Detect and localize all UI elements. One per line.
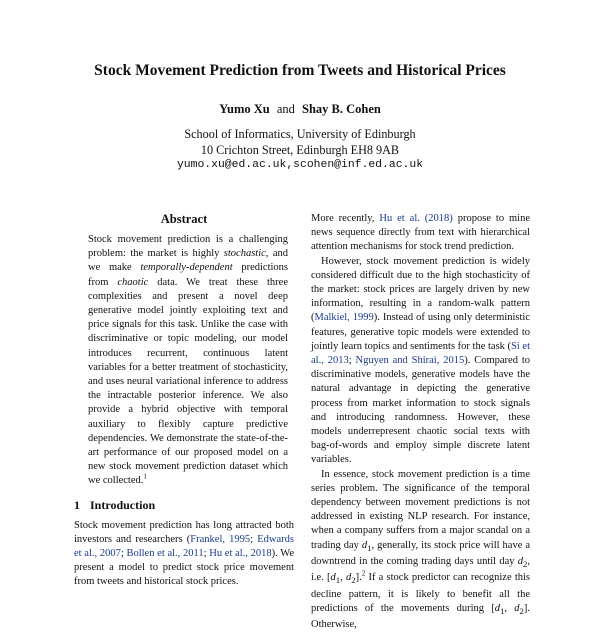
citation-link[interactable]: Si et al., 2013 bbox=[311, 340, 531, 367]
abstract-heading: Abstract bbox=[160, 212, 208, 226]
intro-paragraph: Stock movement prediction has long attracted both investors and researchers (Frankel, 1995; Edwards et al., 2007; Bollen et al., 2011; Hu et al., 2018). We present a model to predict stock price movement from tweets and historical stock prices. bbox=[74, 519, 295, 588]
author-name: Yumo Xu bbox=[219, 102, 270, 116]
author-name: Shay B. Cohen bbox=[302, 102, 381, 116]
footnote-marker: 1 bbox=[143, 472, 147, 481]
citation-link[interactable]: Bollen et al., 2011 bbox=[126, 548, 204, 560]
citation-link[interactable]: Edwards et al., 2007 bbox=[74, 533, 295, 560]
citation-link[interactable]: Malkiel, 1999 bbox=[314, 312, 374, 324]
author-line bbox=[0, 102, 600, 117]
citation-link[interactable]: Hu et al., 2018 bbox=[209, 548, 272, 560]
body-paragraph: In essence, stock movement prediction is a time series problem. The significance of the temporal dependency between movement predictions is not addressed in existing NLP research. For instance, when a company suffers from a major scandal on a trading day $d_1$, generally, its stock price will have a downtrend in the coming trading days until day $d_2$, i.e. [$d_1$, $d_2].^2$ If a stock predictor can recognize this decline pattern, it is likely to benefit all the predictions of the movements during [$d_1$, $d_2$]. Otherwise, bbox=[311, 468, 531, 631]
left-column bbox=[74, 212, 294, 590]
footnote-marker: 2 bbox=[361, 569, 366, 578]
affiliation-address: 10 Crichton Street, Edinburgh EH8 9AB bbox=[200, 142, 400, 157]
right-column bbox=[311, 212, 530, 632]
author-emails: yumo.xu@ed.ac.uk,scohen@inf.ed.ac.uk bbox=[176, 159, 424, 171]
section-title: Introduction bbox=[90, 497, 156, 512]
affiliation bbox=[0, 127, 600, 174]
paper-title: Stock Movement Prediction from Tweets and Historical Prices bbox=[94, 62, 506, 79]
body-paragraph: However, stock movement prediction is widely considered difficult due to the high stochasticity of the market: stock prices are largely driven by new information, resulting in a random-walk pattern (Malkiel, 1999). Instead of using only deterministic features, generative topic models were extended to jointly learn topics and sentiments for the task (Si et al., 2013; Nguyen and Shirai, 2015). Compared to discriminative models, generative models have the natural advantage in depicting the generative process from market information to stock signals and introducing randomness. However, these models underrepresent chaotic social texts with bag-of-words and employ simple discrete latent variables. bbox=[311, 255, 531, 466]
abstract-text: Stock movement prediction is a challenging problem: the market is highly stochastic, and we make temporally-dependent predictions from chaotic data. We treat these three complexities and present a novel deep generative model jointly exploiting text and price signals for this task. Unlike the case with discriminative or topic modeling, our model introduces recurrent, continuous latent variables for a better treatment of stochasticity, and uses neural variational inference to address the intractable posterior inference. We also provide a hybrid objective with temporal auxiliary to flexibly capture predictive dependencies. We demonstrate the state-of-the-art performance of our proposed model on a new stock movement prediction dataset which we collected.$^1$ bbox=[88, 234, 289, 487]
citation-link[interactable]: Nguyen and Shirai, 2015 bbox=[355, 355, 465, 367]
citation-link[interactable]: Frankel, 1995 bbox=[190, 533, 251, 545]
author-conjunction: and bbox=[276, 102, 295, 116]
section-number: 1 bbox=[74, 497, 80, 512]
citation-link[interactable]: Hu et al. (2018) bbox=[379, 213, 453, 224]
section-heading-introduction bbox=[74, 498, 294, 513]
body-paragraph: More recently, Hu et al. (2018) propose to mine news sequence directly from text with hierarchical attention mechanisms for stock trend prediction. bbox=[311, 213, 531, 253]
affiliation-school: School of Informatics, University of Edinburgh bbox=[184, 127, 416, 141]
